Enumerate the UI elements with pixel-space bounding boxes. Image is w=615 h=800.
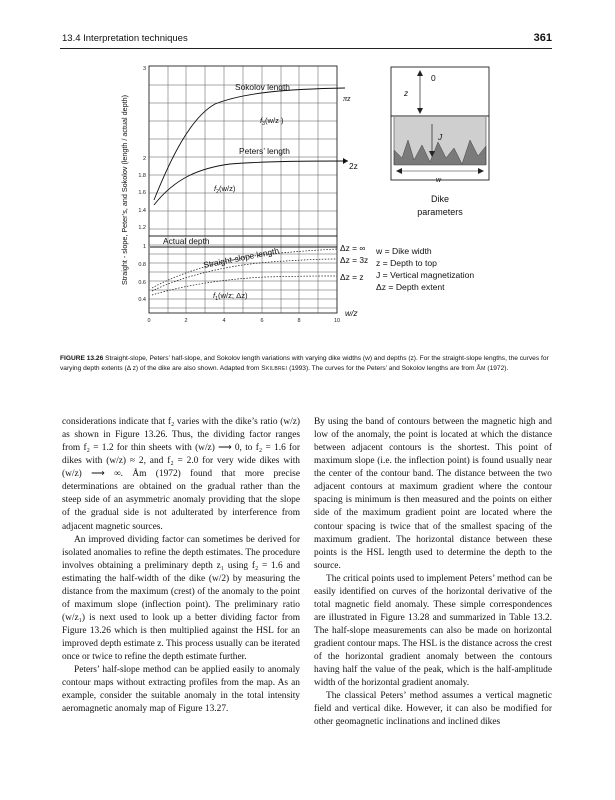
right-paragraph-2: The critical points used to implement Peters’ method can be easily identified on curves of the horizontal derivative of the total magnetic field anomaly. These simple correspondences are illustrated in Figure 13.28 and summarized in Table 13.2. The half-slope measurements can also be made on horizontal gradient contour maps. The HSL is the distance across the crest of the horizontal gradient anomaly between the contours having half the value of the peak, which is the half-amplitude width of the horizontal gradient anomaly.	[314, 573, 552, 689]
y-tick-0-6: 0.6	[138, 280, 146, 286]
x-tick-8: 8	[297, 318, 301, 324]
y-axis-label: Straight - slope, Peter’s, and Sokolov (length / actual depth)	[120, 95, 129, 285]
right-column	[314, 416, 552, 730]
dike-zero-label: 0	[431, 73, 436, 83]
dz-3z-label: Δz = 3z	[340, 255, 369, 265]
y-tick-0-8: 0.8	[138, 262, 146, 268]
y-tick-3: 3	[142, 66, 146, 72]
f2-label: $f_2(w/z)$	[214, 184, 236, 195]
right-paragraph-1: By using the band of contours between the magnetic high and low of the anomaly, the point is located at which the distance between adjacent contours is the shortest. This point of maximum slope (i.e. the inflection point) is found usually near the center of the contour band. The distance between the two adjacent contours at maximum gradient where the contour spacing is minimum is then measured and the points on either side of the maximum gradient point are located where the contour spacing is twice that of the smallest spacing of the maximum gradient. The horizontal distance between these points is the HSL length used to determine the depth to the source.	[314, 417, 552, 571]
left-column	[62, 416, 300, 716]
caption-text-c: (1972).	[487, 364, 509, 372]
page-number: 361	[533, 32, 552, 44]
y-tick-1-8: 1.8	[138, 173, 146, 179]
left-paragraph-2: An improved dividing factor can sometimes be derived for isolated anomalies to refine the depth estimates. The procedure involves obtaining a preliminary depth z₁ using f₂ = 1.6 and estimating the half-width of the dike (w/2) by measuring the distance from the maximum (crest) of the anomaly to the point of maximum slope (inflection point). The preliminary ratio (w/z₁) is next used to look up a better dividing factor from Figure 13.26 which is then multiplied against the HSL for an improved depth estimate z. This process usually can be iterated once or twice to refine the depth estimate further.	[62, 534, 300, 663]
dike-diagram	[391, 67, 489, 180]
x-tick-2: 2	[184, 318, 188, 324]
figure-caption	[60, 354, 552, 373]
left-paragraph-3: Peters’ half-slope method can be applied easily to anomaly contour maps without extracting profiles from the map. As an example, consider the suitable anomaly in the total intensity aeromagnetic anomaly map of Figure 13.27.	[62, 665, 300, 715]
legend-z: z = Depth to top	[376, 258, 437, 268]
f1-label: $f_1(w/z$; Δz)	[213, 291, 248, 302]
two-z-label: 2z	[349, 161, 358, 171]
y-tick-1-2: 1.2	[138, 225, 146, 231]
pi-z-label: πz	[343, 94, 351, 103]
dike-title-line2: parameters	[417, 207, 463, 217]
figure-13-26	[0, 0, 615, 352]
dz-z-label: Δz = z	[340, 272, 364, 282]
parameter-legend	[375, 246, 474, 292]
x-tick-labels	[147, 318, 340, 324]
y-tick-1-6: 1.6	[138, 190, 146, 196]
y-tick-1-4: 1.4	[138, 208, 146, 214]
two-z-arrowhead	[343, 158, 348, 164]
caption-text-a: Straight-slope, Peters’ half-slope, and Sokolov length variations with varying dike widths (w) and depths (z). For the straight-slope lengths, the curves for varying depth extents (Δ z) of the dike are also shown. Adapted from	[60, 355, 549, 372]
legend-w: w = Dike width	[376, 246, 432, 256]
peters-label: Peters’ length	[239, 146, 290, 156]
plot-grid-lower	[149, 236, 337, 313]
dike-z-label: z	[404, 88, 409, 98]
y-tick-2: 2	[142, 156, 146, 162]
sokolov-curve	[154, 88, 345, 200]
left-paragraph-1: considerations indicate that f₂ varies with the dike’s ratio (w/z) as shown in Figure 13.26. Thus, the dividing factor ranges from f₂ = 1.2 for thin sheets with (w/z) ⟶ 0, to f₂ = 1.6 for dikes with (w/z) ≈ 2, and f₂ = 2.0 for very wide dikes with (w/z) ⟶ ∞. Åm (1972) found that more precise determinations are obtained on the gradual rather than the steep side of an asymmetric anomaly providing that the slope of the gradual side is not adulterated by interference from adjacent magnetic sources.	[62, 417, 300, 532]
legend-dz: Δz = Depth extent	[376, 282, 445, 292]
x-axis-label: w/z	[345, 308, 358, 318]
y-tick-labels	[138, 66, 146, 303]
straight-slope-label: Straight-slope length	[202, 245, 280, 270]
x-tick-0: 0	[147, 318, 151, 324]
x-tick-10: 10	[333, 318, 341, 324]
actual-depth-label: Actual depth	[163, 236, 210, 246]
dz-inf-label: Δz = ∞	[340, 243, 366, 253]
f3-label: $f_3(w/z$ )	[260, 116, 284, 127]
dike-title-line1: Dike	[430, 194, 450, 204]
x-tick-6: 6	[260, 318, 264, 324]
dike-j-label: J	[438, 132, 443, 142]
curves	[150, 88, 348, 295]
caption-ref-skilbrei: Skilbrei	[261, 364, 288, 372]
x-tick-4: 4	[222, 318, 226, 324]
sokolov-label: Sokolov length	[235, 82, 290, 92]
section-title: 13.4 Interpretation techniques	[62, 33, 188, 44]
caption-label: FIGURE 13.26	[60, 355, 104, 362]
peters-curve	[154, 161, 348, 205]
caption-ref-am: Åm	[476, 364, 486, 372]
y-tick-0-4: 0.4	[138, 297, 146, 303]
y-tick-1: 1	[142, 244, 146, 250]
legend-j: J = Vertical magnetization	[376, 270, 475, 280]
caption-text-b: (1993). The curves for the Peters’ and Sokolov lengths are from	[289, 364, 475, 372]
right-paragraph-3: The classical Peters’ method assumes a vertical magnetic field and vertical dike. However, it can also be modified for other geomagnetic inclinations and inclined dikes	[314, 691, 552, 728]
dike-w-label: w	[436, 177, 442, 184]
